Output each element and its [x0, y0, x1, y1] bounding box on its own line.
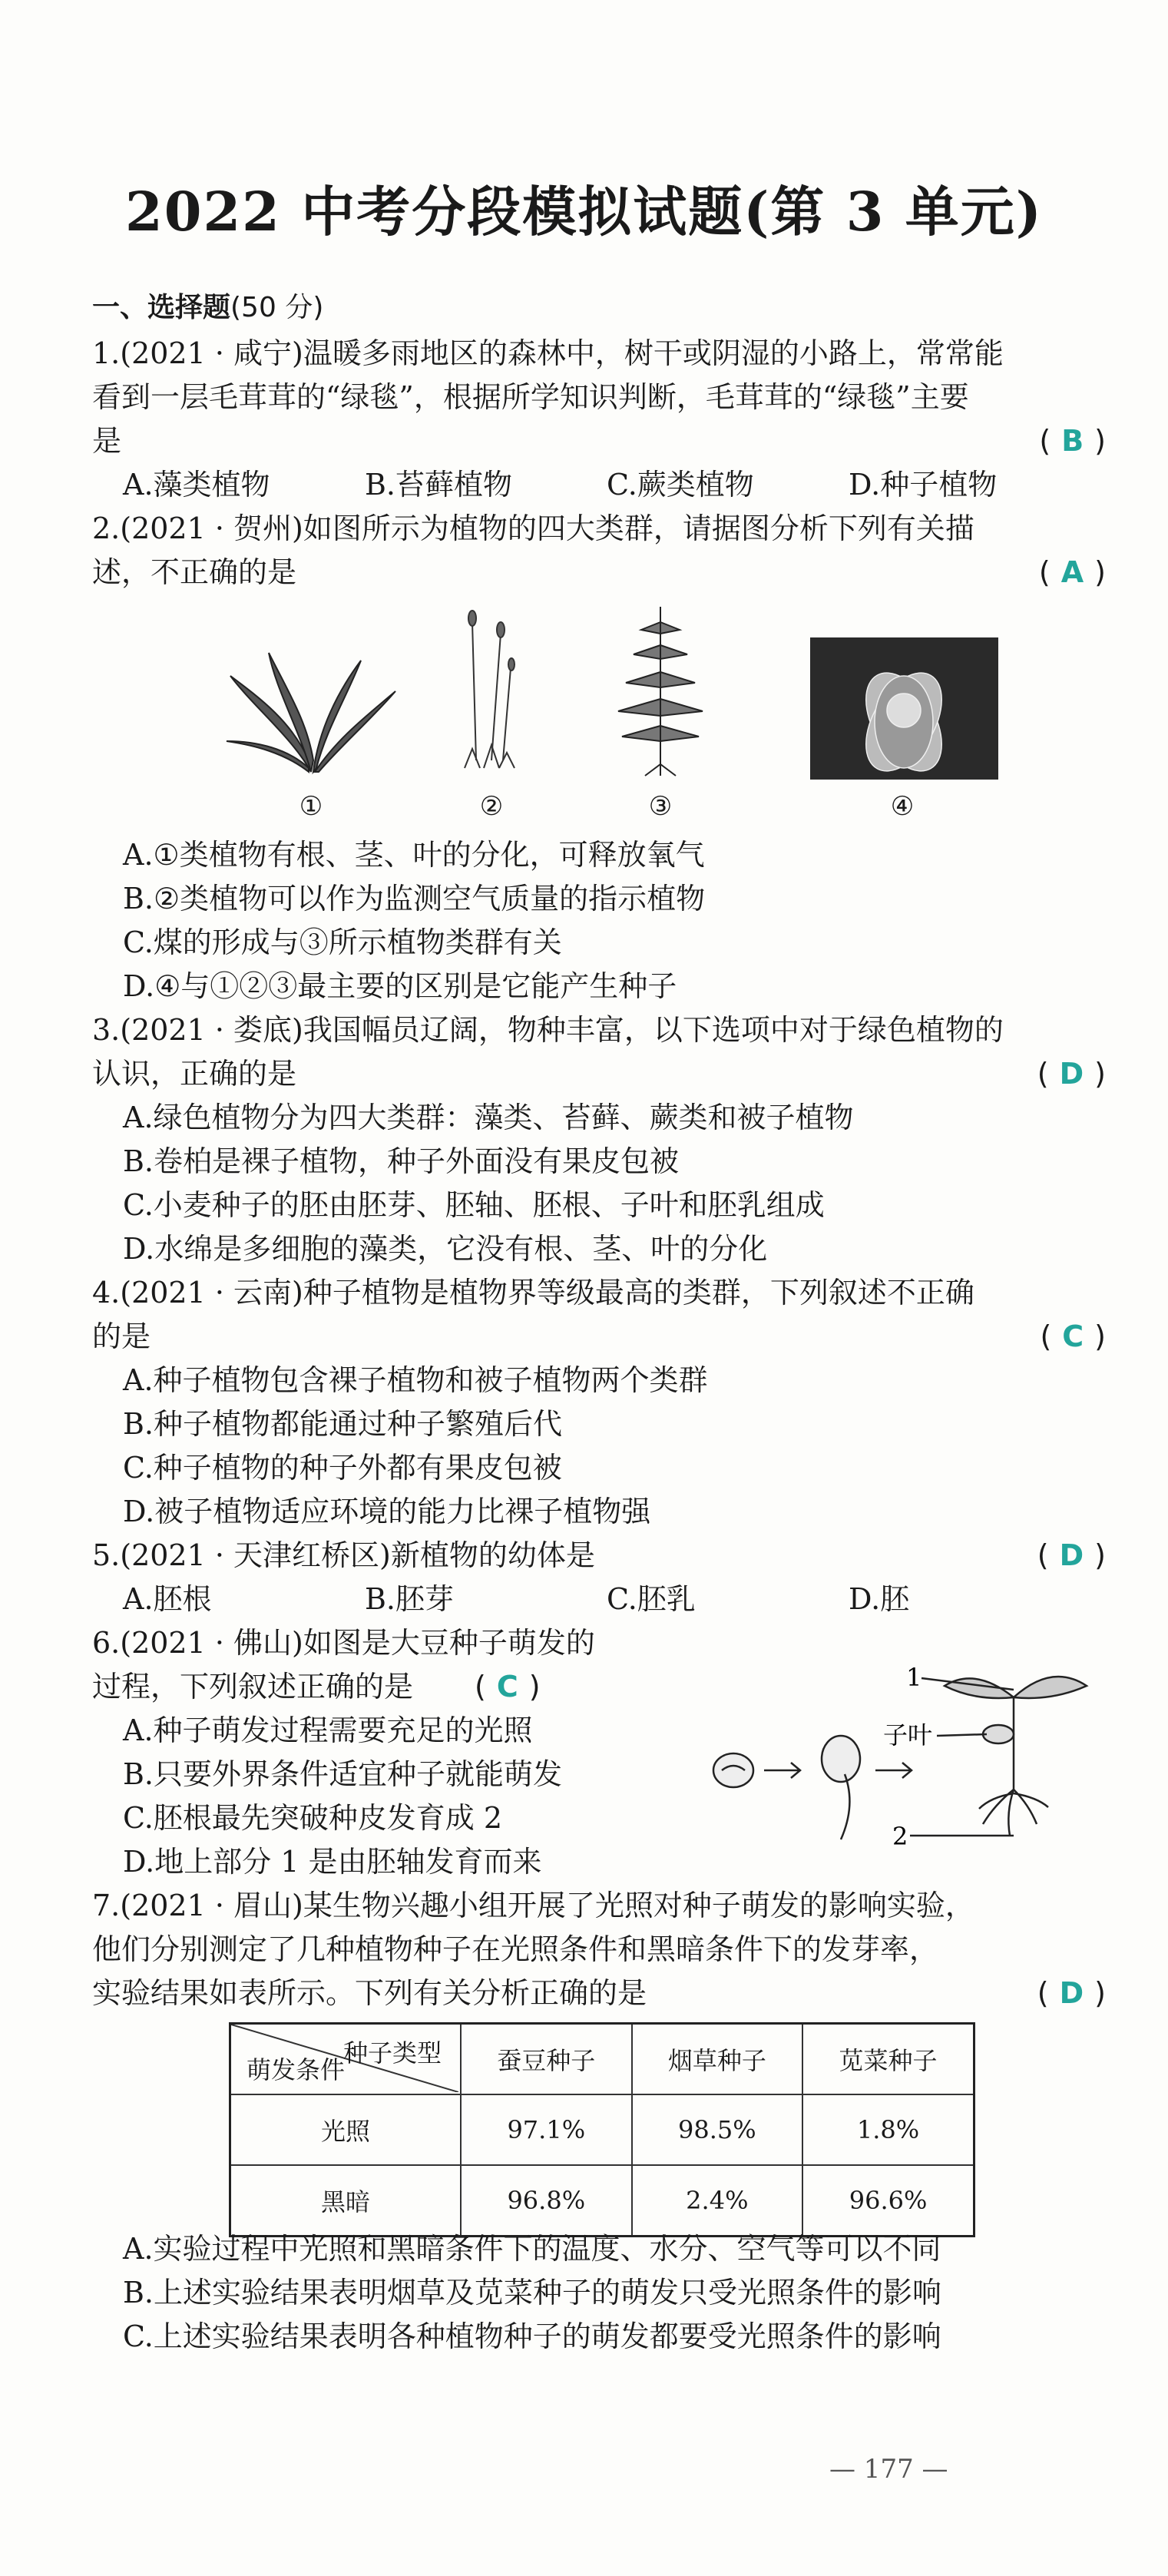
option-b: B.上述实验结果表明烟草及苋菜种子的萌发只受光照条件的影响: [123, 2276, 942, 2309]
question-3: [92, 1008, 1106, 1271]
question-line: 4.(2021 · 云南)种子植物是植物界等级最高的类群，下列叙述不正确: [92, 1276, 974, 1310]
row-label: 光照: [230, 2094, 462, 2165]
answer-bracket: ( D ): [1037, 1976, 1106, 2010]
question-7: [92, 1884, 1106, 2015]
label-cotyledon: 子叶: [883, 1720, 933, 1750]
question-2-options: [92, 833, 1106, 1008]
answer-bracket: ( C ): [1040, 1319, 1106, 1353]
table-row: [230, 2094, 974, 2165]
corner-top: 种子类型: [342, 2038, 442, 2068]
option-b: B.种子植物都能通过种子繁殖后代: [123, 1407, 563, 1441]
question-line: 2.(2021 · 贺州)如图所示为植物的四大类群，请据图分析下列有关描: [92, 512, 974, 545]
option-a: A.实验过程中光照和黑暗条件下的温度、水分、空气等可以不同: [123, 2232, 941, 2266]
question-line: 1.(2021 · 咸宁)温暖多雨地区的森林中，树干或阴湿的小路上，常常能: [92, 336, 1004, 370]
table-cell: 97.1%: [461, 2094, 632, 2165]
option-c: C.种子植物的种子外都有果皮包被: [123, 1451, 562, 1485]
answer-bracket: ( C ): [475, 1670, 541, 1704]
question-line: 认识，正确的是: [92, 1057, 297, 1091]
question-line: 实验结果如表所示。下列有关分析正确的是: [92, 1976, 647, 2010]
answer-bracket: ( B ): [1039, 424, 1106, 458]
answer-bracket: ( D ): [1037, 1057, 1106, 1091]
table-cell: 2.4%: [632, 2165, 803, 2237]
option-b: B.②类植物可以作为监测空气质量的指示植物: [123, 882, 706, 916]
corner-bottom: 萌发条件: [247, 2055, 346, 2084]
question-line: 是: [92, 424, 122, 458]
option-c: C.胚根最先突破种皮发育成 2: [123, 1801, 503, 1835]
option-d: D.种子植物: [849, 468, 998, 502]
question-line: 7.(2021 · 眉山)某生物兴趣小组开展了光照对种子萌发的影响实验，: [92, 1889, 974, 1922]
question-4: [92, 1271, 1106, 1534]
question-line: 述，不正确的是: [92, 555, 297, 589]
algae-figure: [223, 645, 399, 776]
option-b: B.胚芽: [365, 1582, 455, 1616]
option-d: D.④与①②③最主要的区别是它能产生种子: [123, 969, 677, 1003]
option-c: C.上述实验结果表明各种植物种子的萌发都要受光照条件的影响: [123, 2319, 941, 2353]
option-a: A.绿色植物分为四大类群：藻类、苔藓、蕨类和被子植物: [123, 1101, 854, 1134]
question-line: 5.(2021 · 天津红桥区)新植物的幼体是: [92, 1538, 595, 1572]
figure-label-4: ④: [890, 791, 915, 822]
question-line: 6.(2021 · 佛山)如图是大豆种子萌发的: [92, 1626, 595, 1660]
option-a: A.藻类植物: [123, 468, 270, 502]
question-6: [92, 1621, 722, 1884]
answer: C: [496, 1670, 518, 1704]
question-line: 他们分别测定了几种植物种子在光照条件和黑暗条件下的发芽率，: [92, 1932, 939, 1966]
label-2: 2: [892, 1822, 908, 1851]
options-row: [92, 463, 1106, 507]
answer: D: [1059, 1976, 1084, 2010]
answer: C: [1062, 1319, 1084, 1353]
option-b: B.卷柏是裸子植物，种子外面没有果皮包被: [123, 1144, 680, 1178]
question-2: [92, 507, 1106, 594]
soybean-germination-figure: [691, 1644, 1090, 1859]
option-d: D.地上部分 1 是由胚轴发育而来: [123, 1845, 542, 1879]
fern-figure: [599, 599, 722, 783]
section-label: 一、选择题: [92, 292, 231, 323]
table-row: [230, 2165, 974, 2237]
question-5: [92, 1534, 1106, 1621]
table-cell: 96.8%: [461, 2165, 632, 2237]
figure-label-1: ①: [299, 791, 323, 822]
option-c: C.小麦种子的胚由胚芽、胚轴、胚根、子叶和胚乳组成: [123, 1188, 825, 1222]
question-7-options: [92, 2227, 1106, 2359]
option-b: B.只要外界条件适宜种子就能萌发: [123, 1757, 563, 1791]
question-line: 的是: [92, 1319, 151, 1353]
question-line: 看到一层毛茸茸的“绿毯”，根据所学知识判断，毛茸茸的“绿毯”主要: [92, 380, 969, 414]
answer-bracket: ( A ): [1038, 555, 1106, 589]
option-a: A.①类植物有根、茎、叶的分化，可释放氧气: [123, 838, 705, 872]
option-d: D.被子植物适应环境的能力比裸子植物强: [123, 1495, 651, 1528]
column-header: 蚕豆种子: [461, 2024, 632, 2095]
option-a: A.胚根: [123, 1582, 212, 1616]
answer: B: [1061, 424, 1084, 458]
label-1: 1: [906, 1663, 922, 1692]
page-title: 2022 中考分段模拟试题(第 3 单元): [125, 180, 1043, 243]
germination-table: [229, 2022, 975, 2237]
row-label: 黑暗: [230, 2165, 462, 2237]
question-1: [92, 332, 1106, 507]
table-cell: 98.5%: [632, 2094, 803, 2165]
answer: A: [1060, 555, 1084, 589]
table-corner: [230, 2024, 462, 2095]
section-points: (50 分): [230, 292, 324, 323]
answer-bracket: ( D ): [1037, 1538, 1106, 1572]
flower-photo: [810, 637, 998, 780]
table-cell: 96.6%: [802, 2165, 974, 2237]
option-a: A.种子植物包含裸子植物和被子植物两个类群: [123, 1363, 708, 1397]
question-line: 3.(2021 · 娄底)我国幅员辽阔，物种丰富，以下选项中对于绿色植物的: [92, 1013, 1004, 1047]
plant-figures: [215, 599, 1029, 829]
column-header: 烟草种子: [632, 2024, 803, 2095]
table-header-row: [230, 2024, 974, 2095]
option-c: C.胚乳: [607, 1582, 696, 1616]
option-d: D.水绵是多细胞的藻类，它没有根、茎、叶的分化: [123, 1232, 768, 1266]
option-d: D.胚: [849, 1582, 910, 1616]
figure-label-2: ②: [479, 791, 504, 822]
section-heading: [92, 286, 323, 325]
options-row: [92, 1578, 1106, 1621]
moss-figure: [445, 607, 538, 776]
option-c: C.煤的形成与③所示植物类群有关: [123, 925, 562, 959]
answer: D: [1059, 1057, 1084, 1091]
option-c: C.蕨类植物: [607, 468, 754, 502]
page-number: — 177 —: [829, 2454, 948, 2485]
table-cell: 1.8%: [802, 2094, 974, 2165]
column-header: 苋菜种子: [802, 2024, 974, 2095]
option-b: B.苔藓植物: [365, 468, 513, 502]
option-a: A.种子萌发过程需要充足的光照: [123, 1713, 533, 1747]
answer: D: [1059, 1538, 1084, 1572]
figure-label-3: ③: [648, 791, 673, 822]
question-line: 过程，下列叙述正确的是: [92, 1670, 414, 1704]
